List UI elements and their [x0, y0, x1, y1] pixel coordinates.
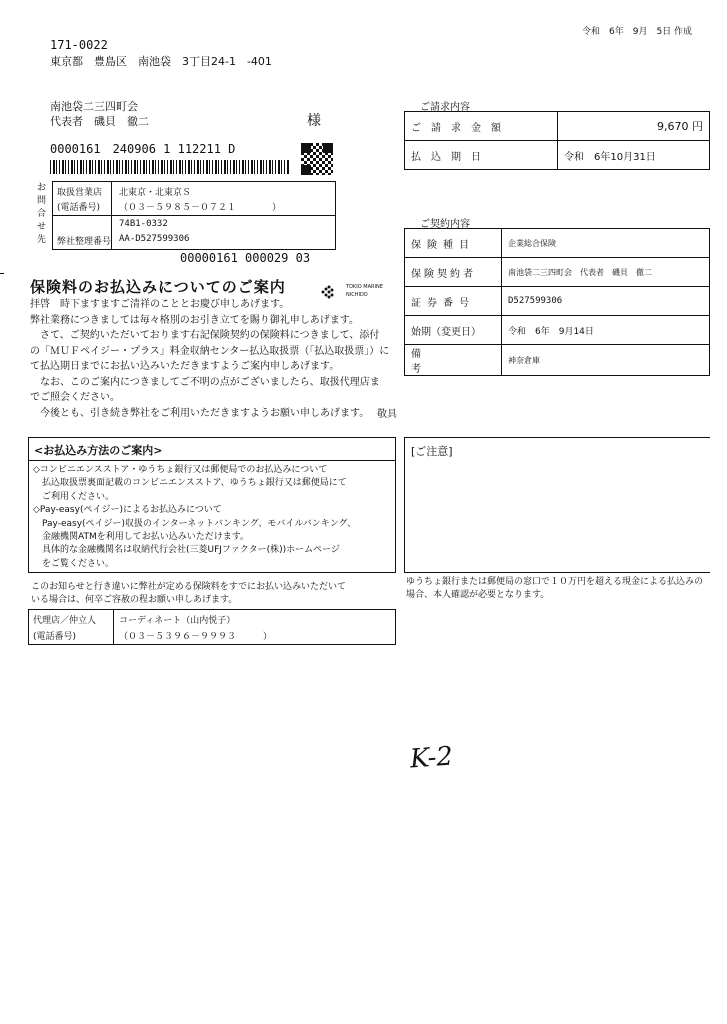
method-line: をご覧ください。 — [33, 558, 115, 569]
ref-label: 弊社整理番号 — [57, 237, 112, 247]
apology-line: このお知らせと行き違いに弊社が定める保険料をすでにお払い込みいただいて — [31, 582, 347, 592]
page-title: 保険料のお払込みについてのご案内 — [30, 278, 286, 296]
agent-phone-label: (電話番号) — [33, 632, 77, 642]
office-phone: （０３－５９８５－０７２１ ） — [119, 203, 282, 213]
notice-text: ゆうちょ銀行または郵便局の窓口で１０万円を超える現金による払込みの場合、本人確認が必要となります。 — [406, 577, 704, 600]
due-label: 払込期日 — [411, 151, 491, 163]
contract-label: 備考 — [411, 349, 455, 375]
body-line: さて、ご契約いただいております右記保険契約の保険料につきまして、添付 — [30, 330, 380, 341]
handwritten-note: K-2 — [409, 741, 454, 775]
method-box — [28, 437, 396, 573]
closing: 敬具 — [377, 409, 397, 420]
body-line: て払込期日までにお払い込みいただきますようご案内申しあげます。 — [30, 361, 340, 372]
footer-code: 00000161 000029 03 — [180, 251, 311, 265]
contract-label: 始期（変更日） — [411, 326, 481, 338]
method-line: ◇コンビニエンスストア・ゆうちょ銀行又は郵便局でのお払込みについて — [33, 465, 328, 475]
creation-date: 令和 6年 9月 5日 作成 — [582, 27, 693, 37]
amount-value: 9,670 円 — [558, 112, 710, 141]
logo-text-2: NICHIDO — [346, 292, 368, 298]
honorific: 様 — [307, 113, 321, 129]
contact-code: 74B1-0332 — [119, 219, 168, 229]
apology-line: いる場合は、何卒ご容赦の程お願い申しあげます。 — [31, 595, 238, 605]
agent-box — [28, 609, 396, 645]
customer-code: 0000161 240906 1 112211 D — [50, 142, 236, 156]
recipient-rep: 代表者 磯貝 徹二 — [50, 115, 149, 128]
method-text — [33, 464, 395, 571]
office-value: 北東京・北東京Ｓ — [119, 188, 192, 198]
body-text — [30, 297, 402, 421]
body-line: 拝啓 時下ますますご清祥のこととお慶び申しあげます。 — [30, 299, 290, 310]
due-value: 令和 6年10月31日 — [558, 141, 710, 170]
contract-label: 証券番号 — [411, 297, 475, 309]
billing-heading: ご請求内容 — [420, 102, 470, 113]
method-line: 具体的な金融機関名は収納代行会社(三菱UFJファクター(株))ホームページ — [33, 545, 340, 556]
body-line: なお、このご案内につきましてご不明の点がございましたら、取扱代理店ま — [30, 376, 380, 388]
contract-table — [404, 228, 710, 376]
apology-text — [31, 581, 399, 607]
contact-box — [52, 181, 336, 250]
agent-phone: （０３－５３９６－９９９３ ） — [119, 632, 273, 642]
postal-barcode — [50, 160, 290, 174]
amount-label: ご請求金額 — [411, 122, 511, 134]
method-line: 金融機関ATMを利用してお払い込みいただけます。 — [33, 532, 250, 543]
ref-value: AA-D527599306 — [119, 234, 190, 244]
postal-code: 171-0022 — [50, 38, 108, 52]
contract-value: 企業総合保険 — [502, 229, 710, 258]
address-line: 東京都 豊島区 南池袋 3丁目24-1 -401 — [50, 55, 272, 68]
method-line: 払込取扱票裏面記載のコンビニエンスストア、ゆうちょ銀行又は郵便局にて — [33, 478, 347, 489]
contact-side-label: お問合せ先 — [37, 183, 47, 245]
contract-value: 令和 6年 9月14日 — [502, 316, 710, 345]
contract-heading: ご契約内容 — [420, 219, 470, 230]
body-line: 弊社業務につきましては毎々格別のお引き立てを賜り御礼申しあげます。 — [30, 314, 359, 326]
method-line: ご利用ください。 — [33, 491, 115, 502]
recipient-org: 南池袋二三四町会 — [50, 100, 138, 113]
contract-value: D527599306 — [502, 287, 710, 316]
contract-label: 保険契約者 — [411, 268, 476, 280]
contract-value: 神奈倉庫 — [502, 345, 710, 376]
logo-text-1: TOKIO MARINE — [346, 284, 383, 290]
body-line: でご照会ください。 — [30, 392, 120, 403]
notice-heading: [ご注意] — [411, 445, 453, 458]
agent-label: 代理店／仲立人 — [33, 616, 97, 626]
phone-label: (電話番号) — [57, 203, 101, 213]
contract-value: 南池袋二三四町会 代表者 磯貝 徹二 — [502, 258, 710, 287]
qr-code-icon — [301, 143, 333, 175]
office-label: 取扱営業店 — [57, 188, 103, 198]
agent-name: コーディネート（山内悦子） — [119, 616, 236, 626]
notice-box — [404, 437, 710, 573]
body-line: の「ＭＵＦペイジー・プラス」料金収納センター払込取扱票（「払込取扱票」）に — [30, 345, 390, 357]
billing-table — [404, 111, 710, 170]
method-line: Pay-easy(ペイジー)収扱のインターネットバンキング、モバイルバンキング、 — [33, 518, 357, 529]
method-line: ◇Pay-easy(ペイジー)によるお払込みについて — [33, 505, 222, 516]
method-heading: <お払込み方法のご案内> — [34, 444, 163, 457]
body-line: 今後とも、引き続き弊社をご利用いただきますようお願い申しあげます。 — [30, 407, 370, 419]
contract-label: 保険種目 — [411, 239, 475, 251]
